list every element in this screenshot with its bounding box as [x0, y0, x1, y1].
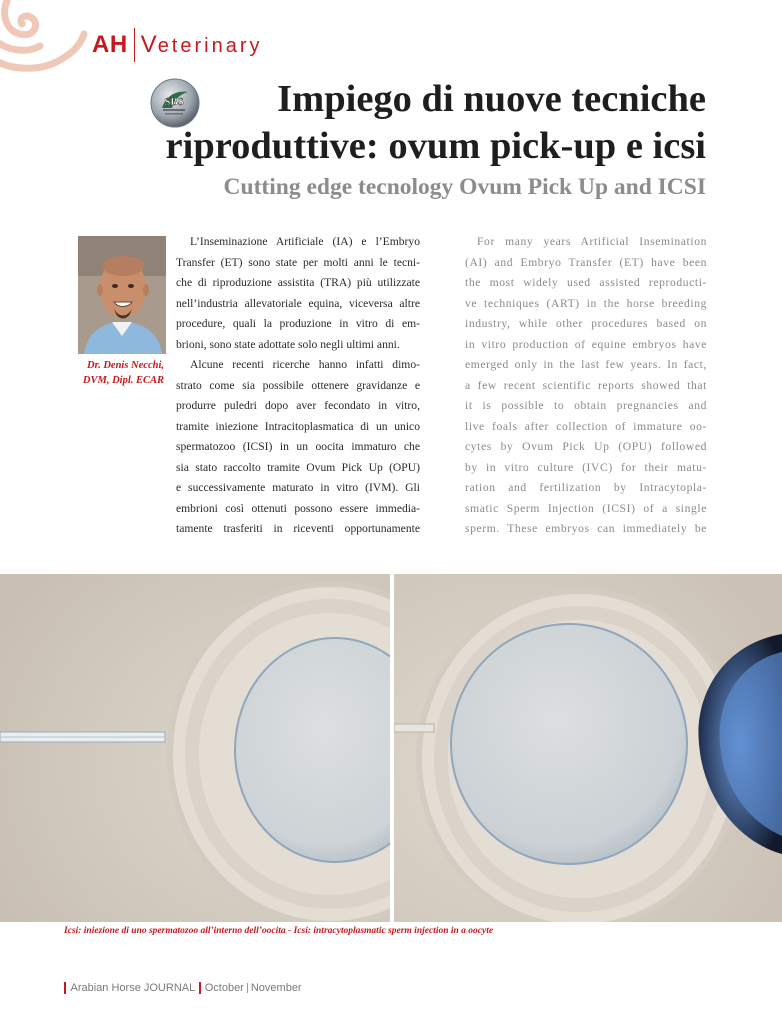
- page-footer: [64, 982, 302, 994]
- title-line-2: riproduttive: ovum pick-up e icsi: [165, 125, 706, 167]
- en-line: it is possible to obtain pregnancies and: [465, 399, 707, 412]
- logo-text: SBS: [164, 96, 184, 108]
- en-line: live foals after collection of immature oo-: [465, 419, 707, 433]
- en-line: emerged only in the last few years. In fact,: [465, 358, 707, 371]
- italian-text-column: [176, 232, 420, 540]
- en-line: sperm. These embryos can immediately be: [465, 522, 707, 535]
- footer-month-2: November: [250, 982, 302, 994]
- it-line: produrre puledri dopo aver fecondato in vitro,: [176, 399, 420, 412]
- article-title: [106, 76, 706, 170]
- it-line: embrioni così ottenuti possono essere immedia-: [176, 501, 420, 515]
- section-header: [92, 28, 263, 62]
- footer-journal: Arabian Horse JOURNAL: [70, 982, 196, 994]
- article-subtitle: Cutting edge tecnology Ovum Pick Up and ICSI: [223, 174, 706, 200]
- it-line: Alcune recenti ricerche hanno infatti dimo-: [190, 358, 420, 371]
- it-line: spermatozoo (ICSI) in un oocita immaturo che: [176, 440, 420, 453]
- author-name: Dr. Denis Necchi,: [87, 360, 164, 371]
- author-photo: [78, 236, 166, 354]
- en-line: (AI) and Embryo Transfer (ET) have been: [465, 255, 707, 269]
- it-line: tramite iniezione Intracitoplasmatica di un unico: [176, 419, 420, 433]
- it-line: nell’industria allevatoriale equina, viceversa altre: [176, 296, 420, 310]
- it-line: L’Inseminazione Artificiale (IA) e l’Embryo: [190, 235, 420, 248]
- it-line: e successivamente maturato in vitro (IVM). Gli: [176, 481, 420, 494]
- figure-caption: Icsi: iniezione di uno spermatozoo all’interno dell’oocita - Icsi: intracytoplasmatic sperm injection in a oocyte: [64, 926, 494, 936]
- section-initial: V: [140, 31, 158, 58]
- footer-bar: [199, 982, 201, 994]
- en-line: by in vitro culture (IVC) for their matu-: [465, 460, 707, 474]
- title-line-1: Impiego di nuove tecniche: [277, 78, 706, 120]
- english-text-column: [465, 232, 707, 540]
- decorative-swirl-ornament: [0, 0, 90, 78]
- it-line: Transfer (ET) sono state per molti anni le tecni-: [176, 255, 420, 269]
- en-line: a few recent scientific reports showed that: [465, 378, 707, 392]
- en-line: the most widely used assisted reproducti-: [465, 276, 707, 289]
- it-line: che di riproduzione assistita (TRA) più utilizzate: [176, 276, 420, 289]
- en-line: For many years Artificial Insemination: [477, 235, 707, 248]
- it-line: tamente trasferiti in riceventi opportunamente: [176, 522, 420, 535]
- en-line: cytes by Ovum Pick Up (OPU) followed: [465, 440, 707, 453]
- section-name: [141, 31, 263, 59]
- footer-slash: [247, 983, 248, 993]
- brand-prefix: AH: [92, 31, 128, 58]
- oocyte-micrograph-left: [0, 574, 390, 922]
- en-line: smatic Sperm Injection (ICSI) of a single: [465, 501, 707, 515]
- it-line: strato come sia possibile ottenere gravidanze e: [176, 378, 420, 392]
- en-line: ve techniques (ART) in the horse breeding: [465, 296, 707, 310]
- it-line: sia stato raccolto tramite Ovum Pick Up (OPU): [176, 460, 420, 474]
- footer-month-1: October: [204, 982, 244, 994]
- footer-bar: [64, 982, 66, 994]
- en-line: in vitro production of equine embryos have: [465, 337, 707, 351]
- it-line: brioni, sono state adottate solo negli ultimi anni.: [176, 337, 400, 351]
- en-line: ration and fertilization by Intracytopla-: [465, 481, 707, 494]
- section-rest: eterinary: [157, 35, 263, 57]
- brand-divider: [134, 28, 135, 62]
- it-line: procedure, quali la produzione in vitro di em-: [176, 317, 420, 330]
- author-credit: [64, 358, 164, 388]
- en-line: industry, while other procedures based on: [465, 317, 707, 330]
- author-credentials: DVM, Dipl. ECAR: [82, 375, 164, 386]
- oocyte-micrograph-right: [394, 574, 782, 922]
